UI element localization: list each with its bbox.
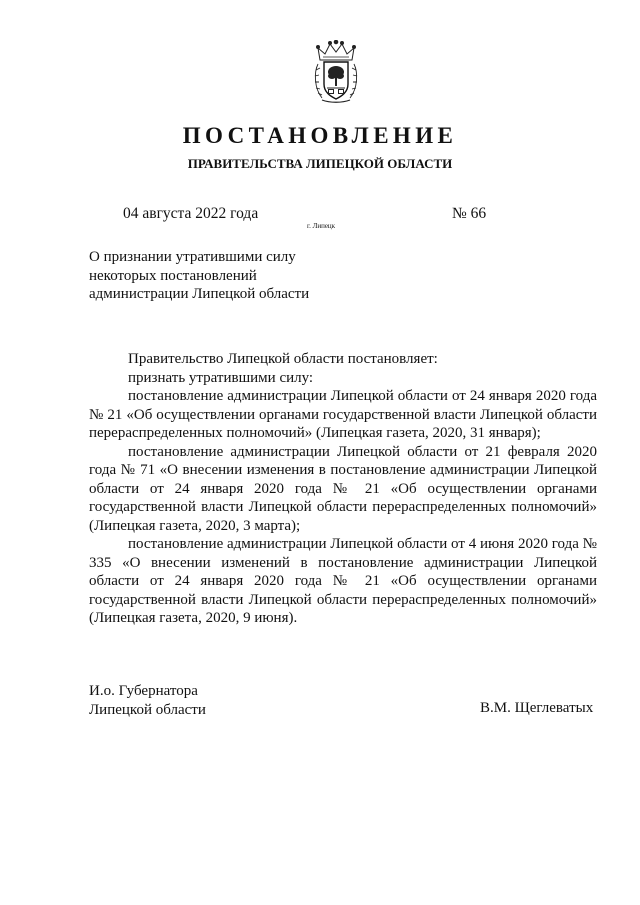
document-body — [89, 350, 597, 628]
body-paragraph: Правительство Липецкой области постановляет: — [128, 351, 438, 367]
body-paragraph: постановление администрации Липецкой области от 4 июня 2020 года № 335 «О внесении изменений в постановление администрации Липецкой области от 24 января 2020 года № 21 «Об осуществлении органами государственной власти Липецкой области перераспределенных полномочий» (Липецкая газета, 2020, 9 июня). — [89, 536, 597, 626]
signer-position — [89, 682, 206, 719]
signer-position-line: Липецкой области — [89, 701, 206, 718]
signer-position-line: И.о. Губернатора — [89, 683, 198, 699]
document-subject — [89, 248, 309, 304]
document-date: 04 августа 2022 года — [123, 205, 259, 222]
document-subtitle: ПРАВИТЕЛЬСТВА ЛИПЕЦКОЙ ОБЛАСТИ — [187, 156, 453, 171]
coat-of-arms-icon — [314, 40, 358, 106]
document-city: г. Липецк — [307, 222, 336, 230]
body-paragraph: постановление администрации Липецкой области от 24 января 2020 года № 21 «Об осуществлении органами государственной власти Липецкой области перераспределенных полномочий» (Липецкая газета, 2020, 31 января); — [89, 388, 597, 441]
signer-name: В.М. Щеглеватых — [480, 700, 594, 716]
document-title: ПОСТАНОВЛЕНИЕ — [182, 123, 458, 148]
body-paragraph: постановление администрации Липецкой области от 21 февраля 2020 года № 71 «О внесении изменения в постановление администрации Липецкой области от 24 января 2020 года № 21 «Об осуществлении органами государственной власти Липецкой области перераспределенных полномочий» (Липецкая газета, 2020, 3 марта); — [89, 443, 597, 534]
body-paragraph: признать утратившими силу: — [128, 369, 314, 386]
subject-line: О признании утратившими силу — [89, 249, 296, 265]
document-number: № 66 — [452, 205, 487, 222]
subject-line: некоторых постановлений — [89, 267, 257, 284]
subject-line: администрации Липецкой области — [89, 286, 310, 302]
